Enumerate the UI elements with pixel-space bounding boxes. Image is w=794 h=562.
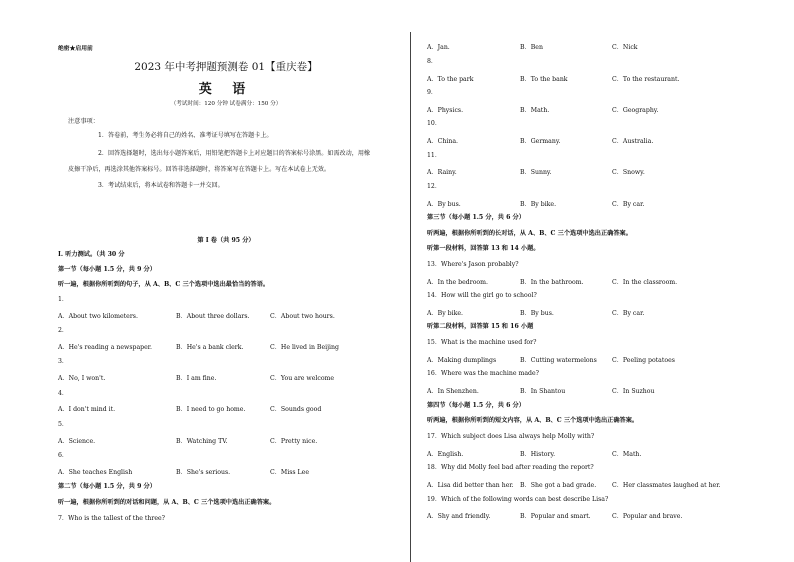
question-number: 1． — [58, 296, 69, 303]
option-c: C．Her classmates laughed at her. — [612, 482, 721, 489]
option-c: C．Sounds good — [270, 406, 322, 413]
option-a: A．English. — [427, 451, 464, 458]
option-b: B．Sunny. — [520, 169, 552, 176]
question-number: 8． — [427, 58, 438, 65]
column-divider — [410, 32, 411, 562]
part1-title: 第 I 卷（共 95 分） — [197, 237, 255, 244]
option-c: C．In the classroom. — [612, 279, 678, 286]
question-text: 17．Which subject does Lisa always help Molly with? — [427, 433, 595, 440]
option-c: C．Geography. — [612, 107, 659, 114]
option-b: B．In the bathroom. — [520, 279, 584, 286]
question-text: 18．Why did Molly feel bad after reading the report? — [427, 464, 594, 471]
option-a: A．China. — [427, 138, 458, 145]
question-number: 2． — [58, 327, 69, 334]
secret-label: 绝密★启用前 — [58, 46, 93, 52]
option-c: C．Math. — [612, 451, 642, 458]
option-a: A．I don't mind it. — [58, 406, 116, 413]
exam-title: 2023 年中考押题预测卷 01【重庆卷】 — [134, 61, 318, 73]
sub4-title: 第四节（每小题 1.5 分，共 6 分） — [427, 402, 525, 409]
question-number: 6． — [58, 452, 69, 459]
option-b: B．By bus. — [520, 310, 554, 317]
option-a: A．Rainy. — [427, 169, 457, 176]
option-a: A．Science. — [58, 438, 96, 445]
option-c: C．Nick — [612, 44, 638, 51]
question-number: 11． — [427, 152, 442, 159]
option-b: B．I need to go home. — [176, 406, 246, 413]
option-b: B．Watching TV. — [176, 438, 228, 445]
option-a: A．By bike. — [427, 310, 463, 317]
question-number: 3． — [58, 358, 69, 365]
option-a: A．To the park — [427, 76, 474, 83]
option-b: B．Popular and smart. — [520, 513, 591, 520]
option-c: C．Miss Lee — [270, 469, 309, 476]
material-label: 听第一段材料，回答第 13 和 14 小题。 — [427, 245, 540, 252]
option-c: C．In Suzhou — [612, 388, 655, 395]
note-item: 2．回答选择题时，选出每小题答案后，用铅笔把答题卡上对应题目的答案标号涂黑。如需改动，用橡 — [98, 150, 371, 157]
option-c: C．About two hours. — [270, 313, 335, 320]
note-item: 1．答卷前，考生务必将自己的姓名、准考证号填写在答题卡上。 — [98, 132, 273, 139]
question-text: 7．Who is the tallest of the three? — [58, 515, 165, 522]
option-c: C．Snowy. — [612, 169, 645, 176]
option-b: B．Germany. — [520, 138, 561, 145]
question-number: 10． — [427, 120, 442, 127]
subject-title: 英 语 — [198, 82, 254, 97]
option-c: C．By car. — [612, 201, 645, 208]
option-b: B．About three dollars. — [176, 313, 250, 320]
option-c: C．Popular and brave. — [612, 513, 683, 520]
sub4-instruction: 听两遍，根据你所听到的短文内容，从 A、B、C 三个选项中选出正确答案。 — [427, 417, 639, 424]
option-b: B．Cutting watermelons — [520, 357, 597, 364]
option-b: B．She's serious. — [176, 469, 231, 476]
question-number: 12． — [427, 183, 442, 190]
question-text: 14．How will the girl go to school? — [427, 292, 537, 299]
note-item: 3．考试结束后，将本试卷和答题卡一并交回。 — [98, 182, 224, 189]
sub2-instruction: 听一遍，根据你所听到的对话和问题，从 A、B、C 三个选项中选出正确答案。 — [58, 499, 276, 506]
option-c: C．Peeling potatoes — [612, 357, 675, 364]
material-label: 听第二段材料，回答第 15 和 16 小题 — [427, 323, 534, 330]
option-a: A．Physics. — [427, 107, 464, 114]
option-b: B．She got a bad grade. — [520, 482, 597, 489]
option-a: A．Making dumplings — [427, 357, 497, 364]
option-a: A．In Shenzhen. — [427, 388, 479, 395]
option-a: A．No, I won't. — [58, 375, 106, 382]
option-c: C．Australia. — [612, 138, 654, 145]
option-b: B．To the bank — [520, 76, 568, 83]
option-a: A．In the bedroom. — [427, 279, 488, 286]
question-number: 9． — [427, 89, 438, 96]
sub3-title: 第三节（每小题 1.5 分，共 6 分） — [427, 214, 525, 221]
option-a: A．She teaches English — [58, 469, 133, 476]
sub1-instruction: 听一遍，根据你所听到的句子，从 A、B、C 三个选项中选出最恰当的答语。 — [58, 281, 270, 288]
question-text: 15．What is the machine used for? — [427, 339, 537, 346]
option-a: A．Lisa did better than her. — [427, 482, 514, 489]
note-item: 皮擦干净后，再选涂其他答案标号。回答非选择题时，将答案写在答题卡上。写在本试卷上无效。 — [68, 166, 331, 173]
option-c: C．You are welcome — [270, 375, 335, 382]
question-number: 4． — [58, 390, 69, 397]
option-b: B．I am fine. — [176, 375, 217, 382]
section-title: I. 听力测试。（共 30 分 — [58, 251, 125, 258]
option-a: A．About two kilometers. — [58, 313, 138, 320]
option-b: B．He's a bank clerk. — [176, 344, 244, 351]
sub1-title: 第一节（每小题 1.5 分，共 9 分） — [58, 266, 156, 273]
notes-title: 注意事项： — [68, 118, 99, 125]
option-c: C．He lived in Beijing — [270, 344, 339, 351]
option-b: B．In Shantou — [520, 388, 566, 395]
question-text: 13．Where's Jason probably? — [427, 261, 519, 268]
option-b: B．Ben — [520, 44, 543, 51]
sub2-title: 第二节（每小题 1.5 分，共 9 分） — [58, 483, 156, 490]
option-b: B．By bike. — [520, 201, 557, 208]
option-a: A．By bus. — [427, 201, 461, 208]
option-a: A．Jan. — [427, 44, 450, 51]
option-c: C．By car. — [612, 310, 645, 317]
option-b: B．Math. — [520, 107, 550, 114]
question-text: 16．Where was the machine made? — [427, 370, 539, 377]
question-number: 5． — [58, 421, 69, 428]
option-a: A．He's reading a newspaper. — [58, 344, 153, 351]
exam-info: （考试时间：120 分钟 试卷满分：150 分） — [170, 101, 282, 107]
option-a: A．Shy and friendly. — [427, 513, 491, 520]
question-text: 19．Which of the following words can best describe Lisa? — [427, 496, 609, 503]
option-c: C．To the restaurant. — [612, 76, 680, 83]
sub3-instruction: 听两遍，根据你所听到的长对话，从 A、B、C 三个选项中选出正确答案。 — [427, 230, 632, 237]
option-b: B．History. — [520, 451, 556, 458]
option-c: C．Pretty nice. — [270, 438, 318, 445]
